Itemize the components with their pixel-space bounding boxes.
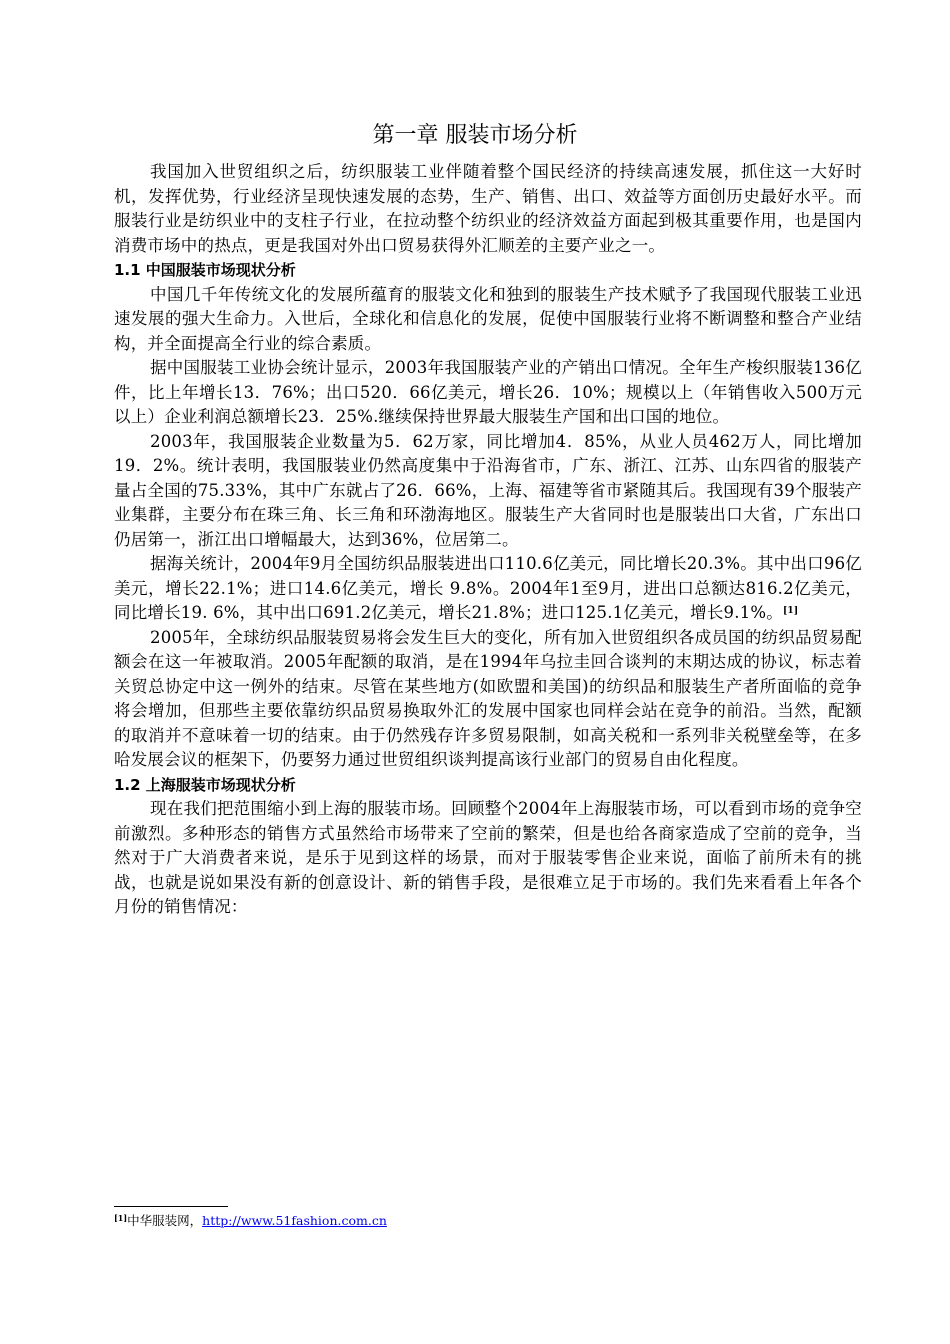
paragraph-with-footnote <box>114 552 862 626</box>
footnote-marker: [1] <box>114 1213 128 1223</box>
section-heading-1-1: 1.1 中国服装市场现状分析 <box>114 261 296 279</box>
paragraph: 2003年，我国服装企业数量为5．62万家，同比增加4．85%，从业人员462万人，同比增加19．2%。统计表明，我国服装业仍然高度集中于沿海省市，广东、浙江、江苏、山东四省的服装产量占全国的75.33%，其中广东就占了26．66%，上海、福建等省市紧随其后。我国现有39个服装产业集群，主要分布在珠三角、长三角和环渤海地区。服装生产大省同时也是服装出口大省，广东出口仍居第一，浙江出口增幅最大，达到36%，位居第二。 <box>114 431 862 549</box>
footnote-reference[interactable]: [1] <box>782 606 799 616</box>
paragraph: 中国几千年传统文化的发展所蕴育的服装文化和独到的服装生产技术赋予了我国现代服装工业迅速发展的强大生命力。入世后，全球化和信息化的发展，促使中国服装行业将不断调整和整合产业结构，并全面提高全行业的综合素质。 <box>114 284 862 353</box>
footnote-text: 中华服装网， <box>127 1213 203 1228</box>
section-heading-1-2: 1.2 上海服装市场现状分析 <box>114 775 296 794</box>
paragraph-text: 据海关统计，2004年9月全国纺织品服装进出口110.6亿美元，同比增长20.3%。其中出口96亿美元，增长22.1%；进口14.6亿美元，增长 9.8%。2004年1至9月，进出口总额达816.2亿美元，同比增长19. 6%，其中出口691.2亿美元，增长21.8%；进口125.1亿美元，增长9.1%。 <box>114 554 862 622</box>
paragraph: 2005年，全球纺织品服装贸易将会发生巨大的变化，所有加入世贸组织各成员国的纺织品贸易配额会在这一年被取消。2005年配额的取消，是在1994年乌拉圭回合谈判的末期达成的协议，标志着关贸总协定中这一例外的结束。尽管在某些地方(如欧盟和美国)的纺织品和服装生产者所面临的竞争将会增加，但那些主要依靠纺织品贸易换取外汇的发展中国家也同样会站在竞争的前沿。当然，配额的取消并不意味着一切的结束。由于仍然残存许多贸易限制，如高关税和一系列非关税壁垒等，在多哈发展会议的框架下，仍要努力通过世贸组织谈判提高该行业部门的贸易自由化程度。 <box>114 627 862 769</box>
footnote-link[interactable]: http://www.51fashion.com.cn <box>202 1213 387 1228</box>
paragraph: 现在我们把范围缩小到上海的服装市场。回顾整个2004年上海服装市场，可以看到市场的竞争空前激烈。多种形态的销售方式虽然给市场带来了空前的繁荣，但是也给各商家造成了空前的竞争，当然对于广大消费者来说，是乐于见到这样的场景，而对于服装零售企业来说，面临了前所未有的挑战，也就是说如果没有新的创意设计、新的销售手段，是很难立足于市场的。我们先来看看上年各个月份的销售情况： <box>114 799 862 916</box>
chapter-title: 第一章 服装市场分析 <box>372 123 578 148</box>
footnote <box>114 1212 387 1230</box>
intro-paragraph: 我国加入世贸组织之后，纺织服装工业伴随着整个国民经济的持续高速发展，抓住这一大好时机，发挥优势，行业经济呈现快速发展的态势，生产、销售、出口、效益等方面创历史最好水平。而服装行业是纺织业中的支柱子行业，在拉动整个纺织业的经济效益方面起到极其重要作用，也是国内消费市场中的热点，更是我国对外出口贸易获得外汇顺差的主要产业之一。 <box>114 162 862 255</box>
footnote-separator <box>114 1206 228 1207</box>
paragraph: 据中国服装工业协会统计显示，2003年我国服装产业的产销出口情况。全年生产梭织服装136亿件，比上年增长13．76%；出口520．66亿美元，增长26．10%；规模以上（年销售收入500万元以上）企业利润总额增长23．25%.继续保持世界最大服装生产国和出口国的地位。 <box>114 358 862 426</box>
document-body <box>114 160 862 920</box>
